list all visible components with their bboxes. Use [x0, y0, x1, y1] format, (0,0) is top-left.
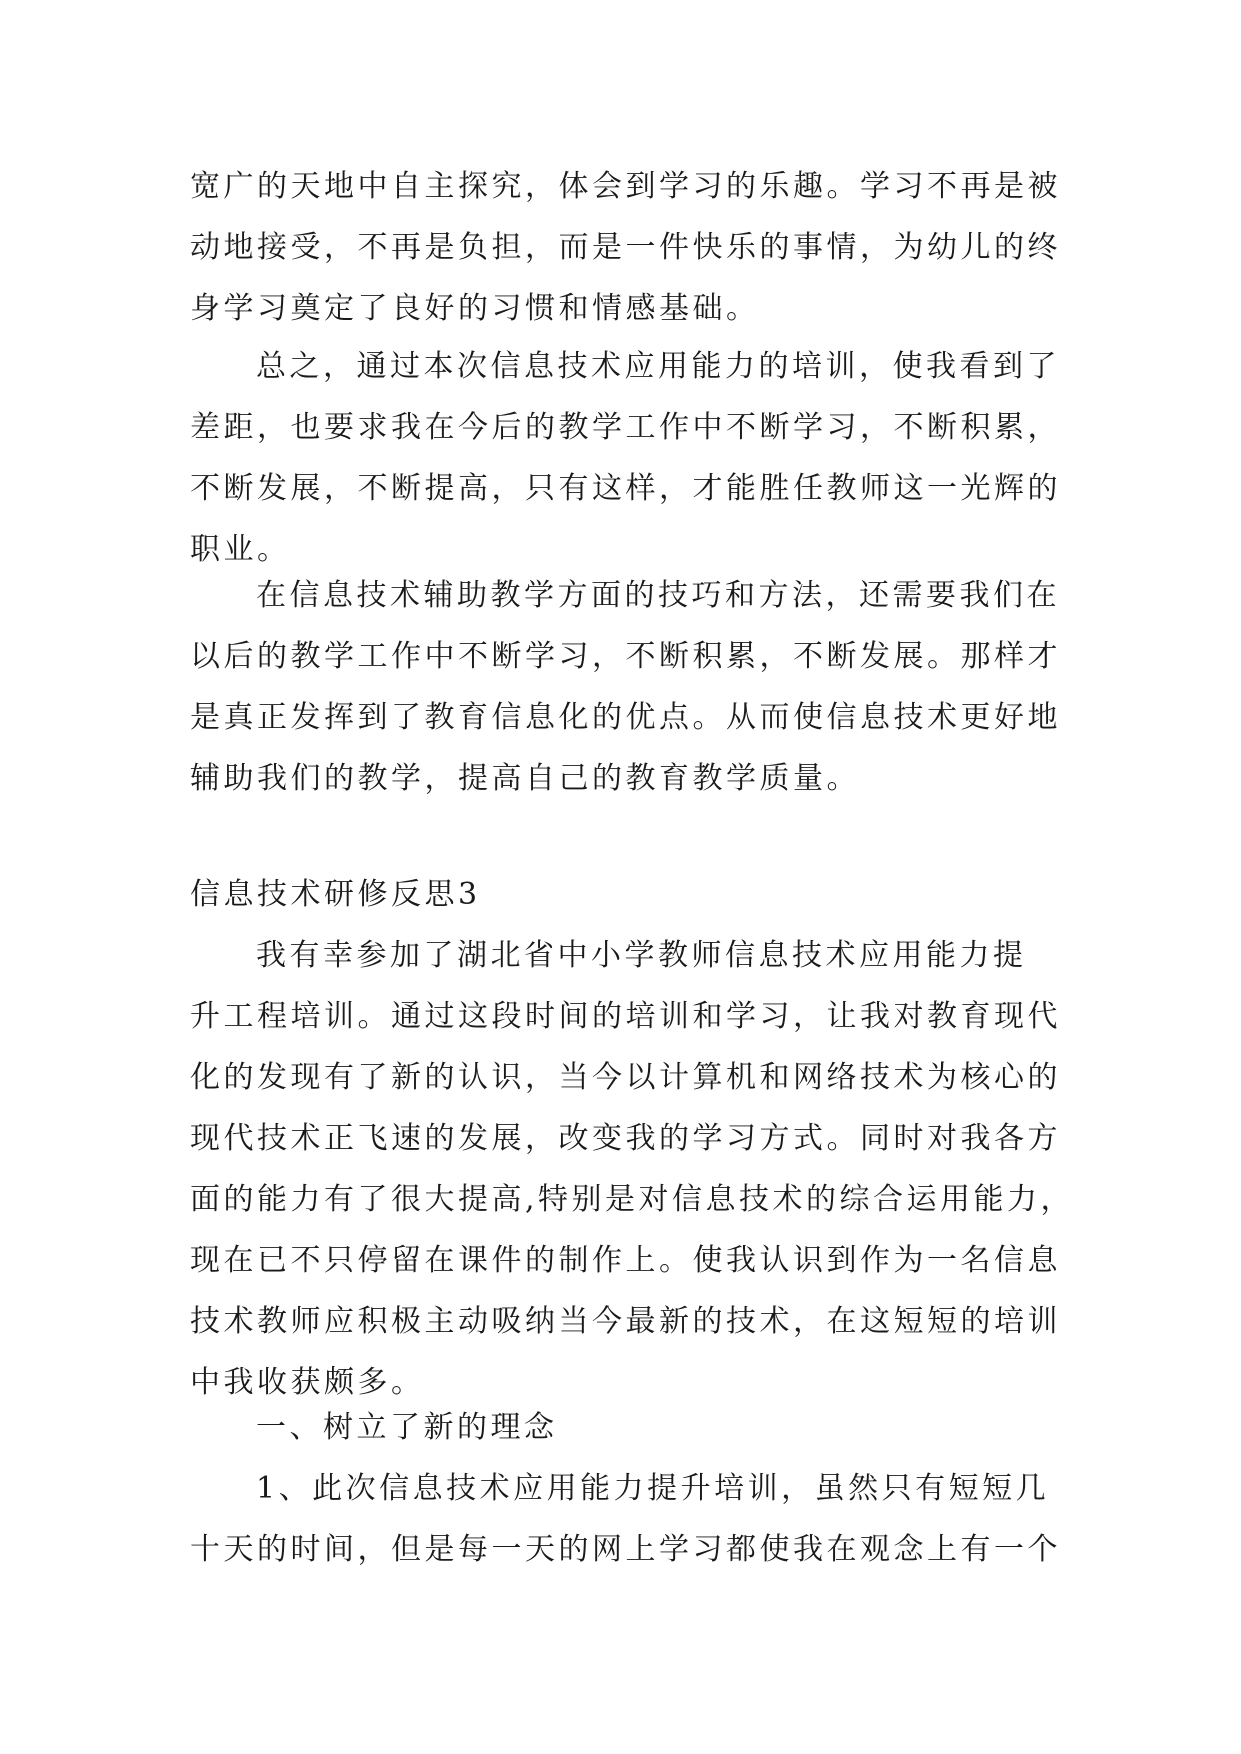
paragraph-continued: [190, 156, 1061, 339]
text-line: 总之，通过本次信息技术应用能力的培训，使我看到了: [256, 349, 1060, 384]
text-line: 面的能力有了很大提高,特别是对信息技术的综合运用能力，: [190, 1182, 1075, 1217]
paragraph-point-1: [190, 1458, 1061, 1580]
paragraph-skills: [190, 565, 1061, 809]
paragraph-intro: [190, 925, 1075, 1413]
text-line: 我有幸参加了湖北省中小学教师信息技术应用能力提: [256, 938, 1027, 973]
text-line: 化的发现有了新的认识，当今以计算机和网络技术为核心的: [190, 1060, 1061, 1095]
text-line: 现在已不只停留在课件的制作上。使我认识到作为一名信息: [190, 1243, 1061, 1278]
paragraph-summary: [190, 336, 1061, 580]
text-line: 辅助我们的教学，提高自己的教育教学质量。: [190, 761, 860, 796]
text-line: 在信息技术辅助教学方面的技巧和方法，还需要我们在: [256, 578, 1060, 613]
section-heading-text: 信息技术研修反思3: [190, 877, 481, 912]
subheading-text: 一、树立了新的理念: [256, 1410, 558, 1445]
text-line: 身学习奠定了良好的习惯和情感基础。: [190, 291, 760, 326]
text-line: 技术教师应积极主动吸纳当今最新的技术，在这短短的培训: [190, 1304, 1061, 1339]
text-line: 差距，也要求我在今后的教学工作中不断学习，不断积累，: [190, 410, 1061, 445]
text-line: 现代技术正飞速的发展，改变我的学习方式。同时对我各方: [190, 1121, 1061, 1156]
text-line: 十天的时间，但是每一天的网上学习都使我在观念上有一个: [190, 1532, 1061, 1567]
text-line: 是真正发挥到了教育信息化的优点。从而使信息技术更好地: [190, 700, 1061, 735]
text-line: 不断发展，不断提高，只有这样，才能胜任教师这一光辉的: [190, 471, 1061, 506]
subheading: [190, 1397, 1050, 1458]
text-line: 1、此次信息技术应用能力提升培训，虽然只有短短几: [256, 1471, 1050, 1506]
text-line: 升工程培训。通过这段时间的培训和学习，让我对教育现代: [190, 999, 1061, 1034]
text-line: 职业。: [190, 532, 291, 567]
text-line: 以后的教学工作中不断学习，不断积累，不断发展。那样才: [190, 639, 1061, 674]
section-heading: [190, 864, 1050, 925]
text-line: 宽广的天地中自主探究，体会到学习的乐趣。学习不再是被: [190, 169, 1061, 204]
text-line: 动地接受，不再是负担，而是一件快乐的事情，为幼儿的终: [190, 230, 1061, 265]
text-line: 中我收获颇多。: [190, 1365, 425, 1400]
